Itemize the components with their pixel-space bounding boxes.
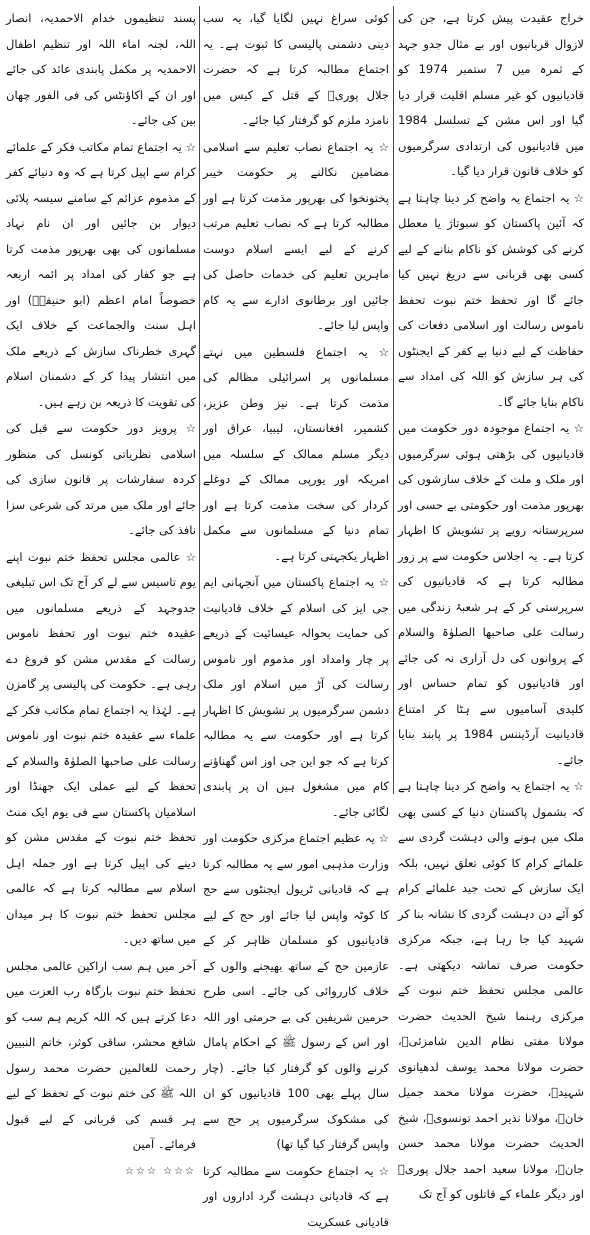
column-left bbox=[6, 6, 196, 796]
paragraph: ☆ یہ اجتماع تمام مکاتب فکر کے علمائے کرام سے اپیل کرتا ہے کہ وہ دنیائے کفر کے مذموم عزائم کے سامنے سیسہ پلائی دیوار بن جائیں اور ان نام نہاد مسلمانوں کی بھی بھرپور مذمت کرتا ہے جو کفار کی امداد پر ائمہ اربعہ خصوصاً امام اعظم (ابو حنیفہؒ) اور اہل سنت والجماعت کے خلاف ایک گہری خطرناک سازش کے ذریعے ملک میں انتشار پیدا کر کے دشمنان اسلام کی تقویت کا ذریعہ بن رہے ہیں۔ bbox=[6, 135, 196, 416]
paragraph: ☆ پرویز دور حکومت سے قبل کی اسلامی نظریاتی کونسل کی منظور کردہ سفارشات پر قانون سازی کی جائے اور ملک میں مرتد کی شرعی سزا نافذ کی جائے۔ bbox=[6, 416, 196, 544]
column-middle bbox=[203, 6, 389, 796]
paragraph: ☆ یہ اجتماع پاکستان میں آنجہانی ایم جی ایز کی اسلام کے خلاف قادیانیت کی حمایت بحوالہ عیسائیت کے ذریعے پر چار وامداد اور مذموم اور ناموس رسالت کی آڑ میں اسلام اور ملک دشمن سرگرمیوں پر تشویش کا اظہار کرتا ہے اور حکومت سے یہ مطالبہ کرتا ہے کہ جو این جی اوز اس گھناؤنے کام میں مشغول ہیں ان پر پابندی لگائی جائے۔ bbox=[203, 570, 389, 825]
paragraph: ☆ یہ اجتماع یہ واضح کر دینا چاہتا ہے کہ آئین پاکستان کو سبوتاژ یا معطل کرنے کی کوشش کو ناکام بنانے کے لیے کسی بھی قربانی سے دریغ نہیں کیا جائے گا اور تحفظ ختم نبوت تحفظ ناموس رسالت اور اسلامی دفعات کی حفاظت کے لیے دنیا بے کفر کے ایجنٹوں کی ہر سازش کو اللہ کی امداد سے ناکام بنایا جائے گا۔ bbox=[398, 186, 584, 416]
paragraph: پسند تنظیموں خدام الاحمدیہ، انصار اللہ، لجنہ اماء اللہ اور تنظیم اطفال الاحمدیہ پر مکمل پابندی عائد کی جائے اور ان کے اکاؤنٹس کی فی الفور چھان بین کی جائے۔ bbox=[6, 6, 196, 134]
paragraph: ☆ یہ اجتماع حکومت سے مطالبہ کرتا ہے کہ قادیانی دہشت گرد اداروں اور قادیانی عسکریت bbox=[203, 1159, 389, 1235]
paragraph: ☆ یہ اجتماع یہ واضح کر دینا چاہتا ہے کہ بشمول پاکستان دنیا کے کسی بھی ملک میں ہونے والی دہشت گردی سے علمائے کرام کا کوئی تعلق نہیں، بلکہ ایک سازش کے تحت جید علمائے کرام کو آئے دن دہشت گردی کا نشانہ بنا کر شہید کیا جا رہا ہے، جبکہ مرکزی حکومت صرف تماشہ دیکھتی ہے۔ عالمی مجلس تحفظ ختم نبوت کے مرکزی رہنما شیخ الحدیث حضرت مولانا مفتی نظام الدین شامزئیؒ، حضرت مولانا محمد یوسف لدھیانوی شہیدؒ، حضرت مولانا محمد جمیل خانؒ، مولانا نذیر احمد تونسویؒ، شیخ الحدیث حضرت مولانا محمد حسن جانؒ، مولانا سعید احمد جلال پوریؒ اور دیگر علماء کے قاتلوں کو آج تک bbox=[398, 774, 584, 1208]
paragraph: خراج عقیدت پیش کرتا ہے، جن کی لازوال قربانیوں اور بے مثال جدو جہد کے ثمرہ میں 7 ستمبر 1974 کو قادیانیوں کو غیر مسلم اقلیت قرار دیا گیا اور اس مشن کے تسلسل 1984 میں قادیانیوں کی ارتدادی سرگرمیوں کو خلاف قانون قرار دیا گیا۔ bbox=[398, 6, 584, 185]
paragraph: ☆ یہ اجتماع نصاب تعلیم سے اسلامی مضامین نکالنے پر حکومت خیبر پختونخوا کی بھرپور مذمت کرتا ہے اور مطالبہ کرتا ہے کہ نصاب تعلیم مرتب کرنے کے لیے ایسے اسلام دوست ماہرین تعلیم کی خدمات حاصل کی جائیں اور برطانوی ادارے سے یہ کام واپس لیا جائے۔ bbox=[203, 135, 389, 339]
end-stars: ☆☆☆ ☆☆☆ bbox=[6, 1159, 196, 1185]
column-divider bbox=[393, 6, 394, 794]
paragraph: ☆ عالمی مجلس تحفظ ختم نبوت اپنے یوم تاسیس سے لے کر آج تک اس تبلیغی جدوجہد کے ذریعے مسلمانوں میں عقیدہ ختم نبوت اور تحفظ ناموس رسالت کے مقدس مشن کو فروغ دے رہی ہے۔ حکومت کی پالیسی پر گامزن ہے۔ لہٰذا یہ اجتماع تمام مکاتب فکر کے علماء سے عقیدہ ختم نبوت اور ناموس رسالت علی صاحبھا الصلوٰۃ والسلام کے تحفظ کے لیے عملی ایک جھنڈا اور اسلامیان پاکستان سے فی یوم ایک منٹ تحفظ ختم نبوت کے مقدس مشن کو دینے کی اپیل کرتا ہے اور جملہ اہل اسلام سے مطالبہ کرتا ہے کہ عالمی مجلس تحفظ ختم نبوت کا ہر میدان میں ساتھ دیں۔ bbox=[6, 545, 196, 953]
paragraph: کوئی سراغ نہیں لگایا گیا، یہ سب دینی دشمنی پالیسی کا ثبوت ہے۔ یہ اجتماع مطالبہ کرتا ہے کہ حضرت جلال پوریؒ کے قتل کے کیس میں نامزد ملزم کو گرفتار کیا جائے۔ bbox=[203, 6, 389, 134]
paragraph: ☆ یہ عظیم اجتماع مرکزی حکومت اور وزارت مذہبی امور سے یہ مطالبہ کرتا ہے کہ قادیانی ٹریول ایجنٹوں سے حج کا کوٹہ واپس لیا جائے اور حج کے لیے قادیانیوں کو مسلمان ظاہر کر کے عازمین حج کے ساتھ بھیجنے والوں کے خلاف کارروائی کی جائے۔ اسی طرح حرمین شریفین کی بے حرمتی اور اللہ اور اس کے رسول ﷺ کے احکام پامال کرنے والوں کو گرفتار کیا جائے۔ (چار سال پہلے بھی 100 قادیانیوں کو ان کی مشکوک سرگرمیوں پر حج سے واپس گرفتار کیا گیا تھا) bbox=[203, 826, 389, 1158]
paragraph: ☆ یہ اجتماع فلسطین میں نہتے مسلمانوں پر اسرائیلی مظالم کی مذمت کرتا ہے۔ نیز وطن عزیز، کشمیر، افغانستان، لیبیا، عراق اور دیگر مسلم ممالک کے سلسلہ میں امریکہ اور یورپی ممالک کے دوغلے کردار کی سخت مذمت کرتا ہے اور تمام دنیا کے مسلمانوں سے مکمل اظہار یکجہتی کرتا ہے۔ bbox=[203, 340, 389, 570]
column-right bbox=[398, 6, 584, 796]
column-divider bbox=[199, 6, 200, 794]
paragraph: آخر میں ہم سب اراکین عالمی مجلس تحفظ ختم نبوت بارگاہ رب العزت میں دعا کرتے ہیں کہ اللہ کریم ہم سب کو شافع محشر، ساقی کوثر، خاتم النبیین رحمت للعالمین حضرت محمد رسول اللہ ﷺ کی ختم نبوت کے تحفظ کے لیے ہر قسم کی قربانی کے لیے قبول فرمائے۔ آمین bbox=[6, 954, 196, 1158]
paragraph: ☆ یہ اجتماع موجودہ دور حکومت میں قادیانیوں کی بڑھتی ہوئی سرگرمیوں اور ملک و ملت کے خلاف سازشوں کی بھرپور مذمت اور حکومتی بے حسی اور سرپرستانہ رویے پر تشویش کا اظہار کرتا ہے۔ یہ اجلاس حکومت سے پر زور مطالبہ کرتا ہے کہ قادیانیوں کی سرپرستی کر کے ہر شعبۂ زندگی میں رسالت علی صاحبھا الصلوٰۃ والسلام کے پروانوں کی دل آزاری نہ کی جائے اور قادیانیوں کو تمام حساس اور کلیدی آسامیوں سے ہٹا کر امتناع قادیانیت آرڈیننس 1984 پر پابند بنایا جائے۔ bbox=[398, 416, 584, 773]
